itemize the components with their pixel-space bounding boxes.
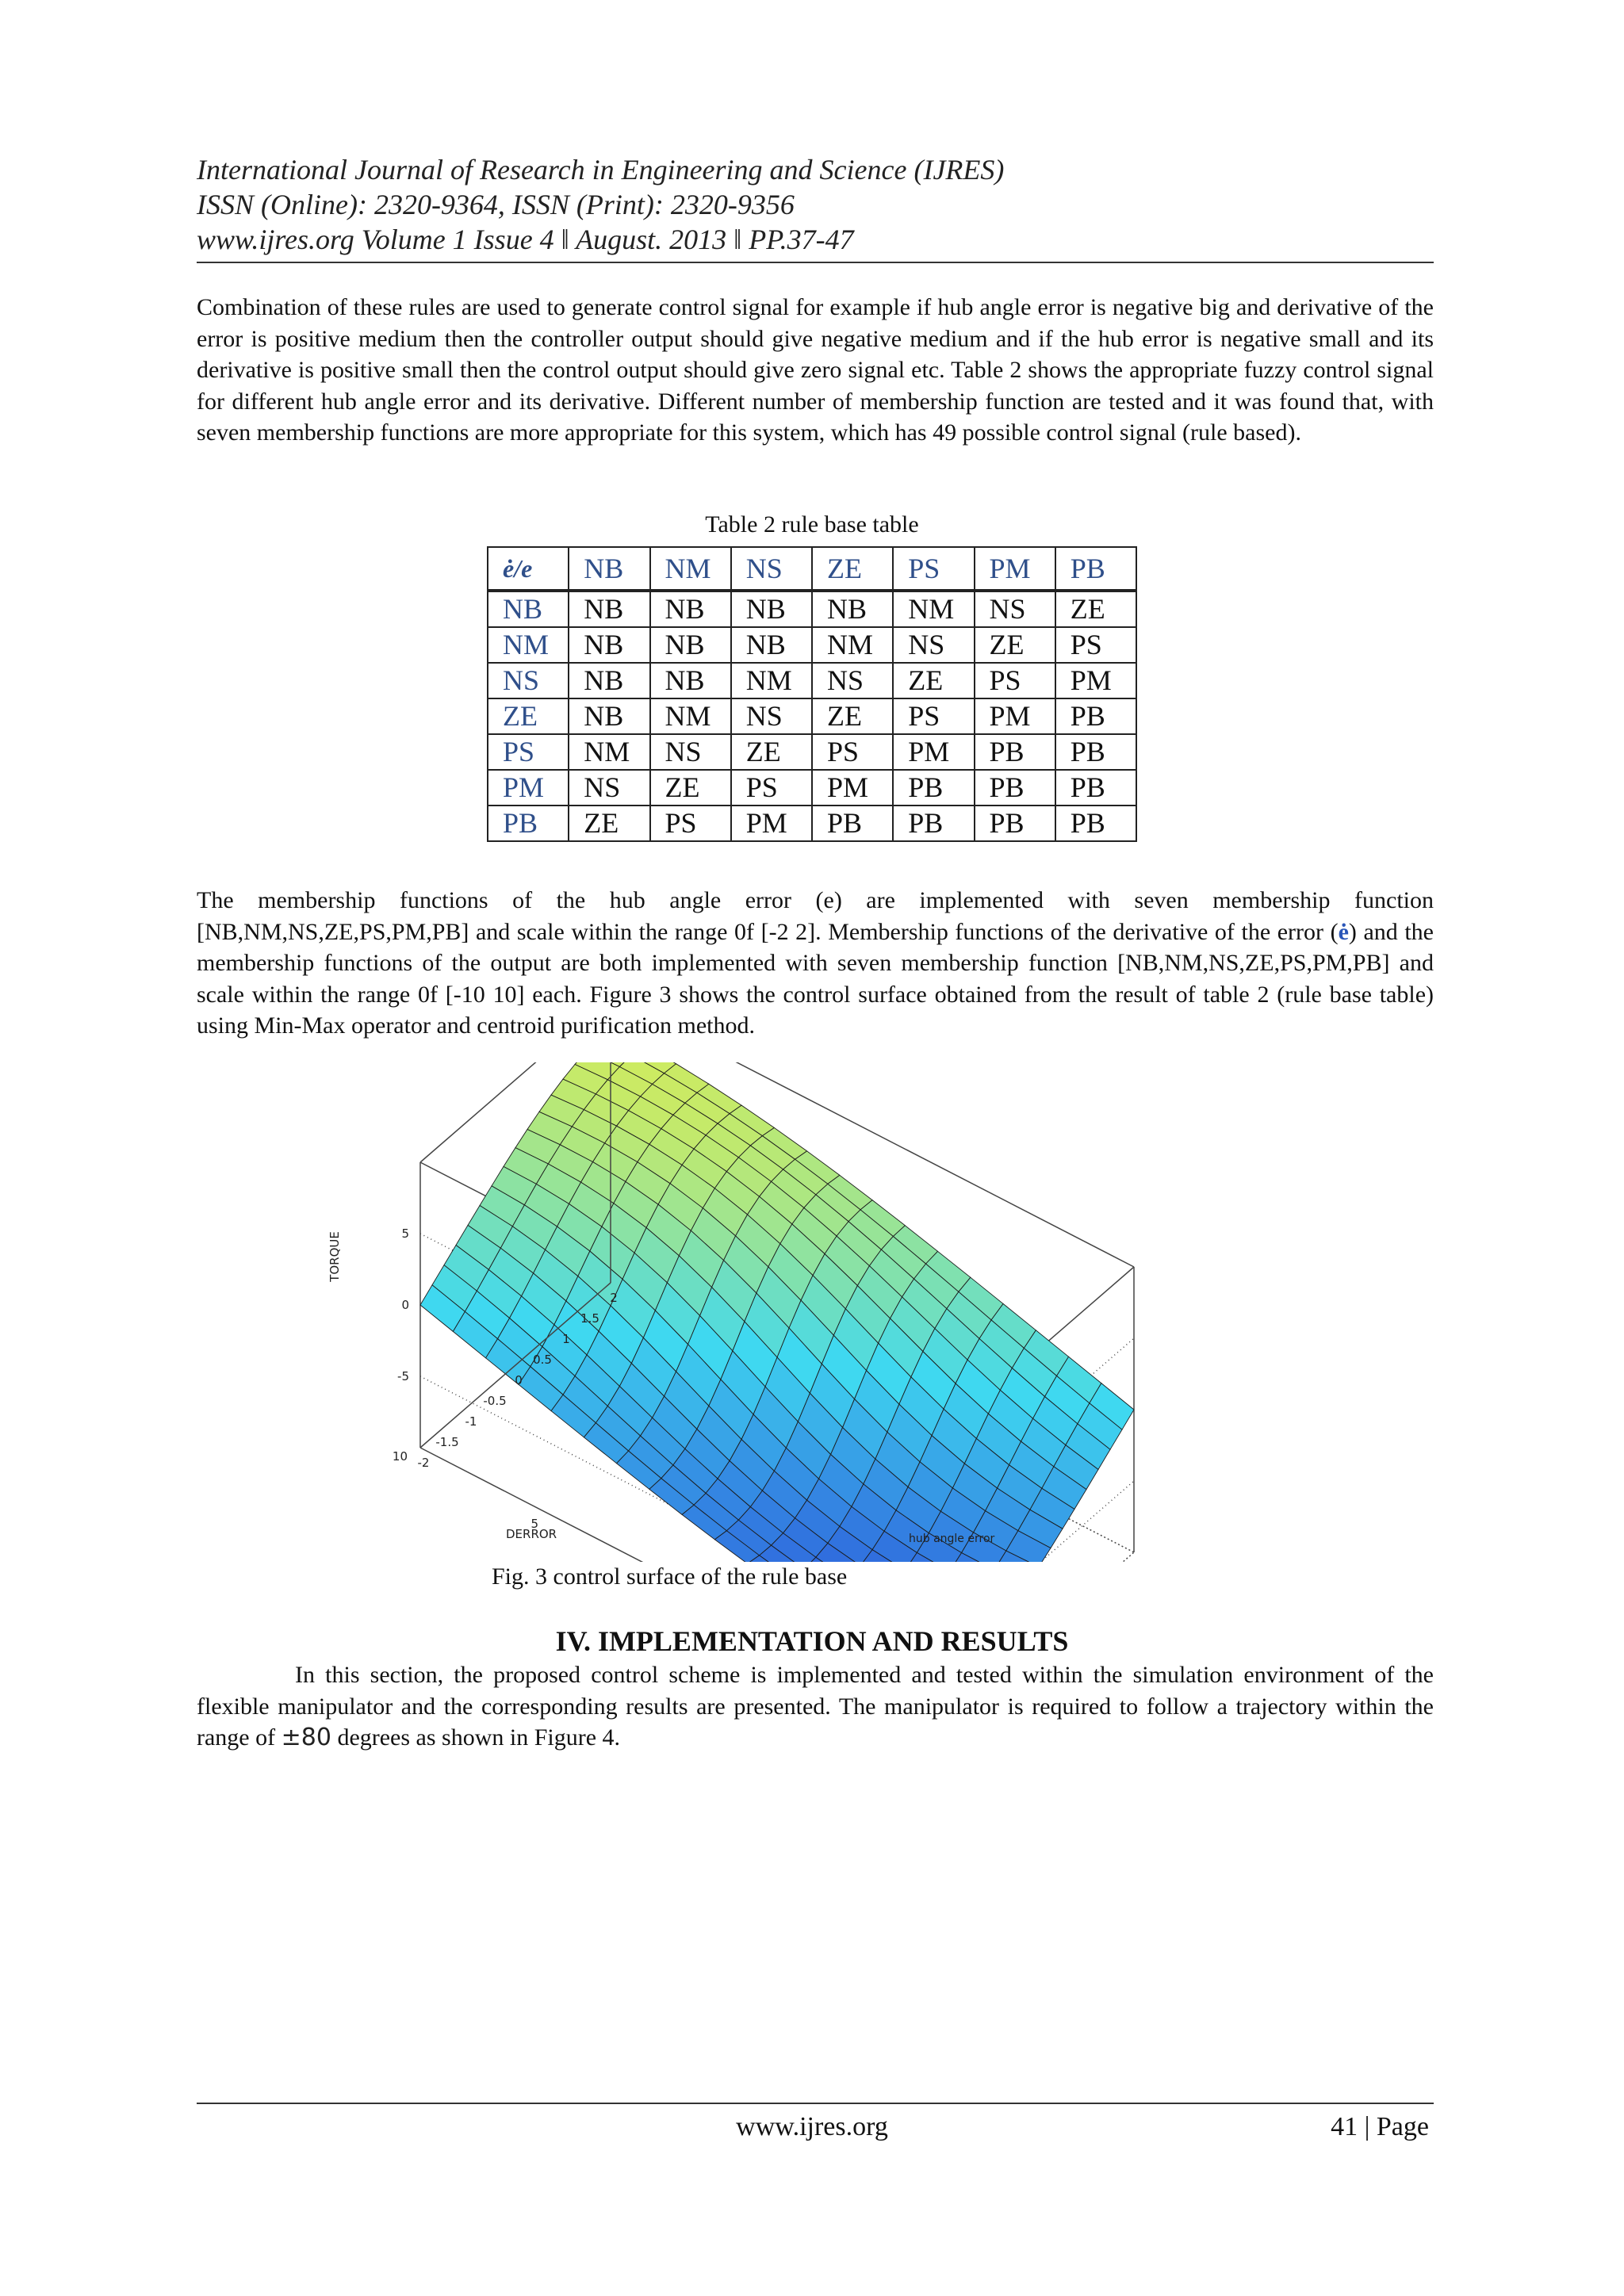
footer-url: www.ijres.org (736, 2112, 888, 2141)
page-number: 41 | Page (1331, 2112, 1429, 2141)
table-cell: NB (731, 627, 812, 663)
table-cell: PS (975, 663, 1055, 698)
paragraph-membership (197, 885, 1434, 1042)
x-tick-label: 1 (562, 1332, 570, 1346)
table-row (488, 591, 1136, 627)
z-axis-label: TORQUE (327, 1231, 342, 1282)
x-tick-label: 2 (610, 1291, 618, 1305)
table-cell: NM (893, 591, 974, 627)
implementation-text-before: In this section, the proposed control scheme is implemented and tested within the simulation environment of the flexible manipulator and the corresponding results are presented. The manipulator is required to follow a trajectory within the range of (197, 1662, 1434, 1751)
table-header-row (488, 547, 1136, 591)
table-cell: PS (1055, 627, 1136, 663)
x-axis-label: hub angle error (909, 1533, 995, 1545)
section-heading: IV. IMPLEMENTATION AND RESULTS (555, 1625, 1069, 1657)
table-cell: NB (650, 591, 731, 627)
table-cell: NS (569, 770, 649, 806)
x-tick-label: 0.5 (533, 1353, 552, 1367)
table-cell: ZE (569, 806, 649, 841)
table-cell: NS (975, 591, 1055, 627)
table-cell: NM (731, 663, 812, 698)
table-cell: PB (812, 806, 893, 841)
x-tick-label: -1 (465, 1414, 477, 1429)
journal-volume: www.ijres.org Volume 1 Issue 4 ǁ August. 2013 ǁ PP.37-47 (197, 224, 854, 255)
table-cell: PB (975, 806, 1055, 841)
table-row (488, 806, 1136, 841)
table-cell: NS (650, 734, 731, 770)
paragraph-membership-part-a: The membership functions of the hub angle error (e) are implemented with seven membership function [NB,NM,NS,ZE,PS,PM,PB] and scale within the range 0f [-2 2]. Membership functions of the derivative of the error ( (197, 887, 1434, 945)
table-cell: ZE (731, 734, 812, 770)
table-cell: PM (893, 734, 974, 770)
table-cell: PB (1055, 734, 1136, 770)
journal-title: International Journal of Research in Engineering and Science (IJRES) (197, 154, 1005, 186)
table-cell: PS (731, 770, 812, 806)
table-cell: NB (569, 698, 649, 734)
table-row (488, 627, 1136, 663)
header-divider (197, 262, 1434, 263)
table-row-header: PM (488, 770, 569, 806)
table-cell: NB (650, 627, 731, 663)
table-col-header: PM (975, 547, 1055, 591)
table-col-header: ZE (812, 547, 893, 591)
table-col-header: PS (893, 547, 974, 591)
x-tick-label: -1.5 (435, 1435, 459, 1449)
rule-base-table (487, 546, 1137, 842)
table-cell: ZE (650, 770, 731, 806)
table-cell: PB (893, 770, 974, 806)
table-cell: NM (812, 627, 893, 663)
table-cell: PS (893, 698, 974, 734)
table-cell: NM (569, 734, 649, 770)
table-cell: PB (975, 770, 1055, 806)
y-tick-label: 5 (530, 1517, 538, 1531)
table-row-header: PB (488, 806, 569, 841)
table-cell: ZE (893, 663, 974, 698)
e-dot-symbol: ė (1338, 918, 1349, 945)
table-cell: NS (812, 663, 893, 698)
z-tick-label: -5 (397, 1369, 409, 1383)
control-surface-plot (317, 1062, 1205, 1562)
table-cell: NB (731, 591, 812, 627)
table-col-header: PB (1055, 547, 1136, 591)
table-cell: PM (812, 770, 893, 806)
table-cell: NB (569, 663, 649, 698)
x-tick-label: 0 (515, 1373, 523, 1387)
z-tick-label: 0 (401, 1298, 409, 1312)
table-cell: NB (569, 627, 649, 663)
table-col-header: NB (569, 547, 649, 591)
control-surface-figure (317, 1062, 1205, 1562)
y-tick-label: 10 (392, 1449, 408, 1464)
table-caption: Table 2 rule base table (705, 511, 919, 538)
table-cell: PB (975, 734, 1055, 770)
table-row (488, 770, 1136, 806)
table-cell: ZE (812, 698, 893, 734)
table-row-header: ZE (488, 698, 569, 734)
table-cell: NB (812, 591, 893, 627)
table-cell: PB (1055, 698, 1136, 734)
table-row-header: PS (488, 734, 569, 770)
range-value: ±80 (281, 1724, 331, 1751)
y-axis-label: DERROR (506, 1527, 557, 1541)
figure-caption: Fig. 3 control surface of the rule base (492, 1563, 848, 1590)
table-cell: NS (893, 627, 974, 663)
table-cell: NB (650, 663, 731, 698)
footer-divider (197, 2103, 1434, 2104)
table-cell: ZE (975, 627, 1055, 663)
x-tick-label: -0.5 (483, 1394, 507, 1408)
table-row (488, 698, 1136, 734)
table-cell: PM (731, 806, 812, 841)
x-tick-label: -2 (417, 1456, 430, 1470)
table-cell: PB (1055, 806, 1136, 841)
implementation-text-after: degrees as shown in Figure 4. (331, 1724, 621, 1751)
paragraph-rules: Combination of these rules are used to generate control signal for example if hub angle error is negative big and derivative of the error is positive medium then the controller output should give negative medium and if the hub error is negative small and its derivative is positive small then the control output should give zero signal etc. Table 2 shows the appropriate fuzzy control signal for different hub angle error and its derivative. Different number of membership function are tested and it was found that, with seven membership functions are more appropriate for this system, which has 49 possible control signal (rule based). (197, 294, 1434, 446)
table-cell: PM (1055, 663, 1136, 698)
table-row (488, 734, 1136, 770)
table-row-header: NB (488, 591, 569, 627)
table-cell: PB (893, 806, 974, 841)
table-row (488, 663, 1136, 698)
table-cell: NB (569, 591, 649, 627)
z-tick-label: 5 (401, 1226, 409, 1241)
table-row-header: NM (488, 627, 569, 663)
x-tick-label: 1.5 (580, 1311, 599, 1326)
table-cell: PM (975, 698, 1055, 734)
paragraph-membership-part-b: ) and the membership functions of the output are both implemented with seven membership function [NB,NM,NS,ZE,PS,PM,PB] and scale within the range 0f [-10 10] each. Figure 3 shows the control surface obtained from the result of table 2 (rule base table) using Min-Max operator and centroid purification method. (197, 918, 1434, 1039)
journal-header (197, 152, 1434, 257)
paragraph-implementation (197, 1659, 1434, 1754)
table-cell: ZE (1055, 591, 1136, 627)
table-col-header: NS (731, 547, 812, 591)
table-col-header: NM (650, 547, 731, 591)
table-cell: PB (1055, 770, 1136, 806)
table-cell: PS (650, 806, 731, 841)
table-corner-label: ė/e (488, 547, 569, 591)
surface-mesh (417, 1062, 1134, 1562)
journal-issn: ISSN (Online): 2320-9364, ISSN (Print): 2320-9356 (197, 189, 795, 220)
table-cell: PS (812, 734, 893, 770)
table-cell: NS (731, 698, 812, 734)
table-cell: NM (650, 698, 731, 734)
table-row-header: NS (488, 663, 569, 698)
